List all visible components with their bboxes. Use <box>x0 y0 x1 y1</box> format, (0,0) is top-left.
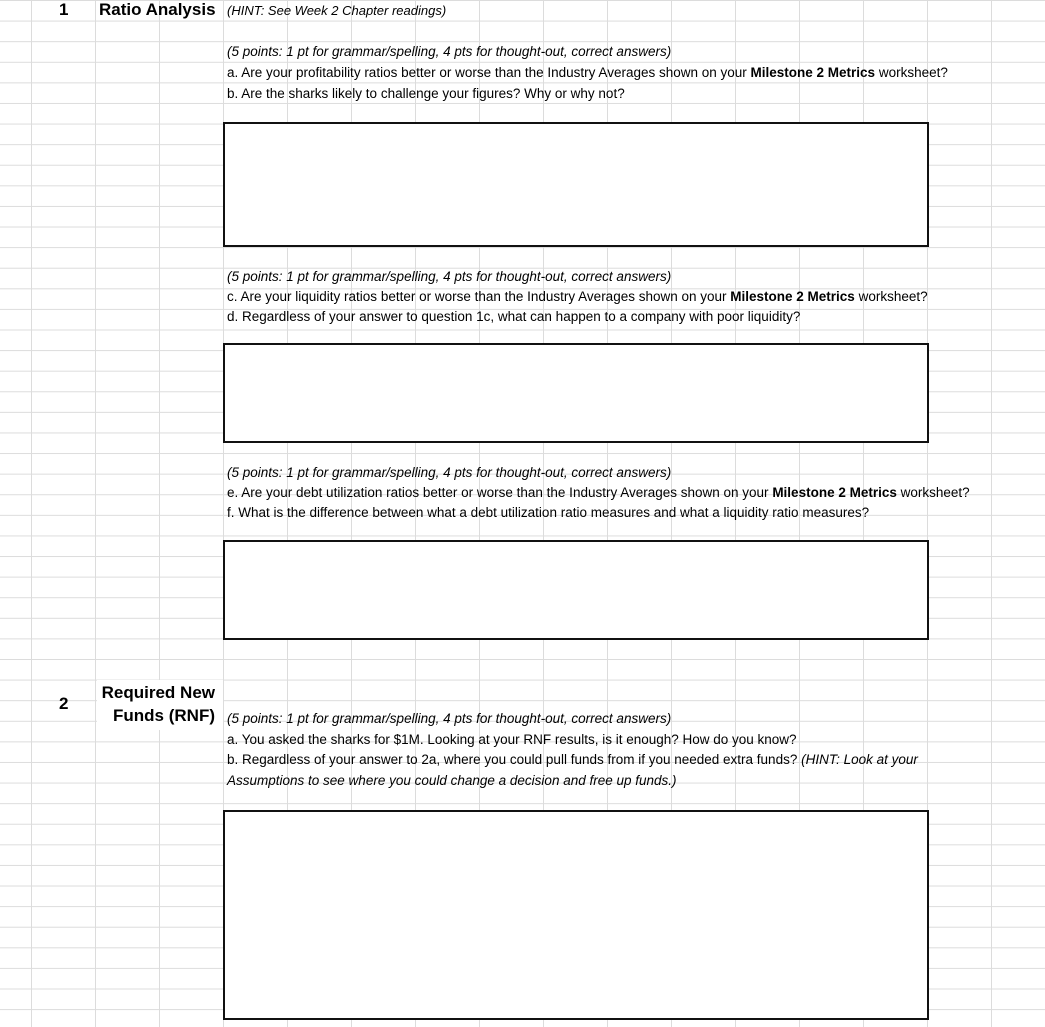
question-2b: b. Regardless of your answer to 2a, where you could pull funds from if you needed extra funds? (HINT: Look at your <box>227 752 918 767</box>
section-2-title-line2: Funds (RNF) <box>113 706 215 725</box>
question-1c: c. Are your liquidity ratios better or worse than the Industry Averages shown on your Milestone 2 Metrics worksheet? <box>227 289 928 304</box>
answer-box-1ef[interactable] <box>223 540 929 640</box>
answer-box-1ab[interactable] <box>223 122 929 247</box>
question-2a: a. You asked the sharks for $1M. Looking at your RNF results, is it enough? How do you know? <box>227 732 797 747</box>
section-2-title <box>97 681 215 727</box>
section-1-title: Ratio Analysis <box>99 0 216 19</box>
section-2-title-line1: Required New <box>101 683 215 702</box>
points-note: (5 points: 1 pt for grammar/spelling, 4 pts for thought-out, correct answers) <box>227 269 672 284</box>
question-2b-hint: Assumptions to see where you could change a decision and free up funds.) <box>227 773 677 788</box>
section-1-number: 1 <box>59 0 69 19</box>
question-1f: f. What is the difference between what a debt utilization ratio measures and what a liquidity ratio measures? <box>227 505 870 520</box>
answer-box-1cd[interactable] <box>223 343 929 443</box>
question-1a: a. Are your profitability ratios better or worse than the Industry Averages shown on your Milestone 2 Metrics worksheet? <box>227 65 948 80</box>
points-note: (5 points: 1 pt for grammar/spelling, 4 pts for thought-out, correct answers) <box>227 711 672 726</box>
question-1b: b. Are the sharks likely to challenge your figures? Why or why not? <box>227 86 625 101</box>
points-note: (5 points: 1 pt for grammar/spelling, 4 pts for thought-out, correct answers) <box>227 465 672 480</box>
question-1d: d. Regardless of your answer to question 1c, what can happen to a company with poor liquidity? <box>227 309 801 324</box>
question-1e: e. Are your debt utilization ratios better or worse than the Industry Averages shown on your Milestone 2 Metrics worksheet? <box>227 485 970 500</box>
section-2-number: 2 <box>59 694 69 713</box>
answer-box-2ab[interactable] <box>223 810 929 1020</box>
points-note: (5 points: 1 pt for grammar/spelling, 4 pts for thought-out, correct answers) <box>227 44 672 59</box>
section-1-hint: (HINT: See Week 2 Chapter readings) <box>227 3 447 18</box>
